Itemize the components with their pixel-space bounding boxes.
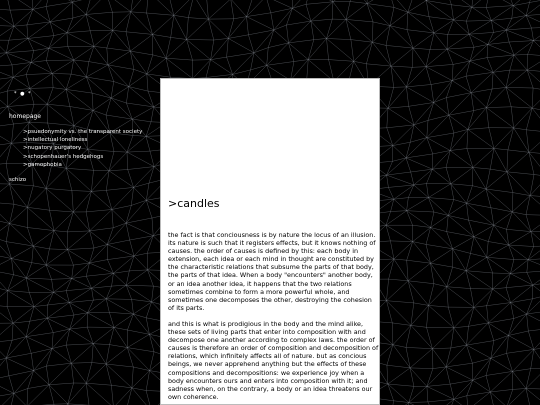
- nav-item-intellectual-loneliness[interactable]: >intellectual loneliness: [23, 137, 88, 144]
- post-body: [168, 231, 380, 405]
- post-paragraph: the fact is that conciousness is by nature the locus of an illusion. its nature is such that it registers effects, but it knows nothing of causes. the order of causes is defined by this: each body in extension, each idea or each mind in thought are constituted by the characteristic relations that subsume the parts of that body, the parts of that idea. When a body "encounters" another body, or an idea another idea, it happens that the two relations sometimes combine to form a more powerful whole, and sometimes one decomposes the other, destroying the cohesion of its parts.: [168, 231, 376, 312]
- post-panel: [160, 78, 380, 405]
- post-title: >candles: [168, 197, 220, 210]
- section-label-schizo[interactable]: schizo: [9, 177, 27, 183]
- nav-item-psuedonymity[interactable]: >psuedonymity vs. the transparent society: [23, 129, 143, 135]
- site-logo[interactable]: * ● *: [14, 91, 32, 97]
- sidebar: [0, 0, 160, 405]
- post-paragraph: and this is what is prodigious in the body and the mind alike, these sets of living parts that enter into composition with and decompose one another according to complex laws. the order of causes is therefore an order of composition and decomposition of relations, which infinitely affects all of nature. but as concious beings, we never apprehend anything but the effects of these compositions and decompositions: we experience joy when a body encounters ours and enters into composition with it; and sadness when, on the contrary, a body or an idea threatens our own coherence.: [168, 319, 379, 401]
- nav-list: [23, 128, 142, 169]
- nav-item-gamophobia[interactable]: >gamophobia: [23, 161, 62, 168]
- nav-item-nugatory-purgatory[interactable]: >nugatory purgatory: [23, 145, 82, 152]
- nav-item-schopenhauers-hedgehogs[interactable]: >schopenhauer's hedgehogs: [23, 153, 104, 160]
- homepage-link[interactable]: homepage: [9, 113, 41, 120]
